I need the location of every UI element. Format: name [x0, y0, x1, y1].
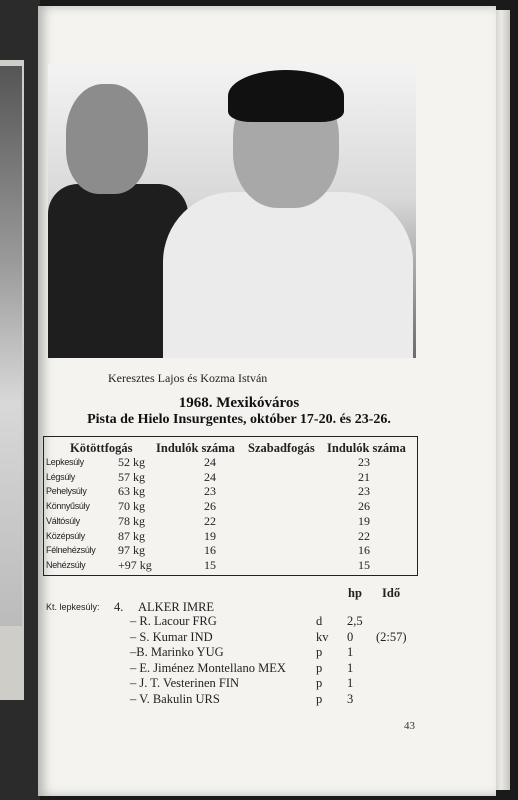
- entries-freestyle: 26: [358, 499, 370, 514]
- bout-result: p: [316, 676, 323, 690]
- weight-limit: 57 kg: [118, 469, 145, 484]
- weight-limit: 63 kg: [118, 484, 145, 499]
- header-indulok-2: Indulók száma: [327, 441, 406, 455]
- page-number: 43: [404, 720, 415, 732]
- page-stack-edge: [496, 10, 510, 790]
- portrait-photo: [48, 64, 416, 358]
- man-right-hair: [228, 70, 344, 122]
- photo-caption: Keresztes Lajos és Kozma István: [108, 371, 268, 385]
- table-row: [46, 484, 416, 499]
- bout-result: p: [316, 691, 323, 706]
- bout-result: p: [316, 645, 323, 659]
- weight-category: Nehézsúly: [46, 559, 86, 570]
- bout-points: 0: [347, 629, 354, 644]
- table-row: [46, 529, 416, 544]
- entries-freestyle: 22: [358, 528, 370, 543]
- header-kotottfogas: Kötöttfogás: [70, 441, 133, 455]
- bout-opponent: – V. Bakulin URS: [130, 691, 220, 706]
- entries-freestyle: 15: [358, 557, 370, 572]
- entries-greco-roman: 15: [204, 557, 216, 572]
- weight-limit: 70 kg: [118, 499, 145, 514]
- bout-opponent: –B. Marinko YUG: [130, 645, 224, 659]
- bout-result: kv: [316, 629, 329, 644]
- bout-points: 2,5: [347, 614, 363, 628]
- bout-result: d: [316, 614, 323, 628]
- entries-freestyle: 19: [358, 513, 370, 528]
- weight-category: Félnehézsúly: [46, 545, 96, 556]
- weight-category: Légsúly: [46, 471, 75, 482]
- bout-points: 3: [347, 691, 354, 706]
- weight-limit: 52 kg: [118, 455, 145, 469]
- bout-opponent: – R. Lacour FRG: [130, 614, 217, 628]
- entries-greco-roman: 19: [204, 528, 216, 543]
- bout-points: 1: [347, 676, 354, 690]
- weight-limit: 78 kg: [118, 513, 145, 528]
- weight-limit: +97 kg: [118, 557, 152, 572]
- table-row: [46, 514, 416, 529]
- table-row: [46, 543, 416, 558]
- bout-opponent: – S. Kumar IND: [130, 629, 213, 644]
- weight-category: Lepkesúly: [46, 457, 84, 467]
- entries-greco-roman: 23: [204, 484, 216, 499]
- table-row: [46, 558, 416, 573]
- entries-greco-roman: 24: [204, 469, 216, 484]
- header-indulok-1: Indulók száma: [156, 441, 235, 455]
- entries-freestyle: 23: [358, 484, 370, 499]
- weight-category: Középsúly: [46, 530, 85, 541]
- bout-time: (2:57): [376, 629, 407, 644]
- bout-opponent: – J. T. Vesterinen FIN: [130, 676, 240, 690]
- entries-greco-roman: 26: [204, 499, 216, 514]
- event-title: 1968. Mexikóváros: [178, 395, 300, 411]
- event-subtitle: Pista de Hielo Insurgentes, október 17-20. és 23-26.: [87, 412, 391, 427]
- weight-category: Pehelysúly: [46, 486, 87, 497]
- table-row: [46, 470, 416, 485]
- bout-result: p: [316, 660, 323, 675]
- man-left-head: [66, 84, 148, 194]
- bout-opponent: – E. Jiménez Montellano MEX: [130, 660, 286, 675]
- entries-freestyle: 21: [358, 469, 370, 484]
- entries-freestyle: 16: [358, 543, 370, 558]
- table-row: [46, 499, 416, 514]
- weight-limit: 97 kg: [118, 543, 145, 558]
- bout-points: 1: [347, 645, 354, 659]
- bout-points: 1: [347, 660, 354, 675]
- left-page-photo: [0, 66, 22, 626]
- col-hp: hp: [348, 586, 362, 600]
- entries-greco-roman: 22: [204, 513, 216, 528]
- results-place: 4.: [114, 600, 124, 614]
- results-athlete: ALKER IMRE: [138, 600, 215, 614]
- entries-freestyle: 23: [358, 455, 370, 469]
- weight-limit: 87 kg: [118, 528, 145, 543]
- col-ido: Idő: [382, 586, 401, 600]
- man-right-shirt: [163, 192, 413, 358]
- table-row: [46, 455, 416, 470]
- results-category-label: Kt. lepkesúly:: [46, 602, 100, 612]
- weight-category: Könnyűsúly: [46, 501, 90, 512]
- header-szabadfogas: Szabadfogás: [248, 441, 315, 455]
- entries-greco-roman: 16: [204, 543, 216, 558]
- entries-greco-roman: 24: [204, 455, 216, 469]
- weight-category: Váltósúly: [46, 515, 80, 526]
